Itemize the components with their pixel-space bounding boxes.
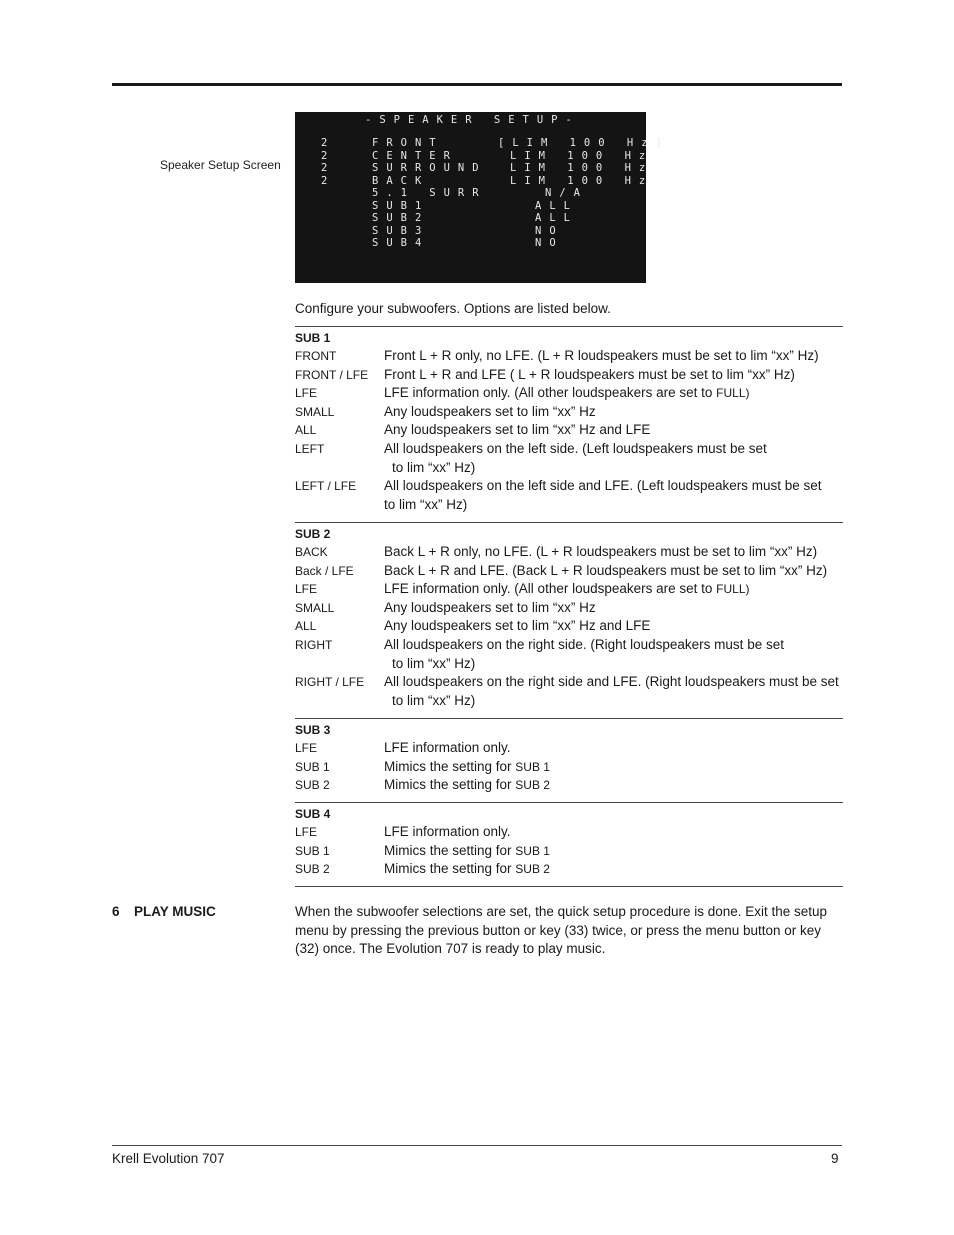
option-row (295, 580, 843, 599)
section-title: SUB 2 (295, 527, 331, 541)
screen-row-name: SUB3 (372, 224, 430, 237)
option-description (384, 599, 843, 618)
option-description (384, 673, 843, 710)
option-key: LFE (295, 582, 318, 597)
option-row (295, 758, 843, 777)
option-key: FRONT (295, 349, 337, 363)
option-key: SUB 1 (295, 759, 330, 774)
option-text: All loudspeakers on the right side. (Right loudspeakers must be set (384, 636, 784, 652)
screen-row-name: CENTER (372, 149, 458, 162)
option-row (295, 543, 843, 562)
option-key: LEFT / LFE (295, 479, 357, 494)
screen-row-name: SUB1 (372, 199, 430, 212)
footer-rule (112, 1145, 842, 1146)
option-text-tail: SUB 2 (515, 778, 550, 793)
option-text-tail: SUB 1 (515, 759, 550, 774)
section-title: SUB 3 (295, 723, 331, 737)
option-row (295, 403, 843, 422)
option-text-tail: SUB 1 (515, 843, 550, 858)
speaker-setup-screen (295, 112, 670, 283)
option-description (384, 636, 843, 673)
option-key: Back / LFE (295, 563, 354, 578)
option-description (384, 580, 843, 599)
option-text: LFE information only. (384, 824, 511, 839)
option-row (295, 860, 843, 879)
option-text: Any loudspeakers set to lim “xx” Hz (384, 599, 596, 615)
section-title: SUB 1 (295, 331, 331, 345)
option-text: Any loudspeakers set to lim “xx” Hz and LFE (384, 422, 651, 438)
screen-row-value: ALL (535, 199, 578, 212)
footer-title: Krell Evolution 707 (112, 1151, 225, 1166)
screen-title: -SPEAKER SETUP- (365, 114, 580, 126)
option-row (295, 823, 843, 842)
option-key: ALL (295, 619, 317, 634)
option-text-continuation: to lim “xx” Hz) (392, 459, 476, 475)
option-key: ALL (295, 423, 317, 438)
option-text: LFE information only. (384, 740, 511, 755)
option-description (384, 860, 843, 879)
option-description (384, 421, 843, 440)
option-key: LFE (295, 386, 318, 401)
option-text-tail: SUB 2 (515, 862, 550, 877)
option-row (295, 384, 843, 403)
screen-row-count: 2 (321, 149, 336, 162)
screen-row-name: SUB4 (372, 237, 430, 249)
screen-row-value: NO (535, 224, 564, 237)
option-row (295, 842, 843, 861)
option-key: RIGHT / LFE (295, 675, 365, 690)
option-key: SUB 1 (295, 843, 330, 858)
option-row (295, 673, 843, 710)
sub-section (295, 522, 843, 710)
option-text-continuation: to lim “xx” Hz) (384, 496, 468, 512)
option-text: LFE information only. (All other loudspeakers are set to (384, 385, 717, 401)
option-text: All loudspeakers on the left side. (Left loudspeakers must be set (384, 440, 767, 456)
option-description (384, 477, 843, 514)
sub-section (295, 718, 843, 795)
step-number: 6 (112, 904, 120, 919)
option-text: All loudspeakers on the left side and LFE. (Left loudspeakers must be set (384, 478, 822, 494)
option-row (295, 440, 843, 477)
option-row (295, 739, 843, 758)
sub-section (295, 802, 843, 879)
option-text: LFE information only. (All other loudspeakers are set to (384, 581, 717, 597)
option-text: Any loudspeakers set to lim “xx” Hz (384, 403, 596, 419)
screen-row-value: LIM 100 Hz (510, 162, 654, 174)
step-text: When the subwoofer selections are set, the quick setup procedure is done. Exit the setup menu by pressing the previous button or key (33) twice, or press the menu button or key (32) once. The Evolution 707 is ready to play music. (295, 904, 828, 957)
screen-row-value: NO (535, 237, 564, 249)
option-text: Front L + R only, no LFE. (L + R loudspeakers must be set to lim “xx” Hz) (384, 348, 819, 363)
option-key: BACK (295, 545, 328, 559)
option-text: Mimics the setting for (384, 777, 516, 793)
screen-row-count: 2 (321, 137, 336, 149)
option-key: FRONT / LFE (295, 367, 369, 382)
option-row (295, 776, 843, 795)
option-row (295, 366, 843, 385)
section-title: SUB 4 (295, 807, 331, 821)
option-text-tail: FULL) (716, 386, 750, 401)
option-text: Mimics the setting for (384, 842, 516, 858)
sub-section (295, 326, 843, 514)
option-text: Any loudspeakers set to lim “xx” Hz and LFE (384, 618, 651, 634)
option-description (384, 562, 843, 581)
option-key: SUB 2 (295, 778, 330, 793)
option-row (295, 347, 843, 366)
option-description (384, 403, 843, 422)
option-description (384, 776, 843, 795)
option-row (295, 477, 843, 514)
option-key: SMALL (295, 404, 335, 419)
option-description (384, 758, 843, 777)
page-number: 9 (831, 1151, 839, 1166)
screen-row-value: LIM 100 Hz (510, 174, 654, 187)
option-text-tail: FULL) (716, 582, 750, 597)
intro-text: Configure your subwoofers. Options are listed below. (295, 301, 611, 316)
option-row (295, 562, 843, 581)
screen-row-value: ALL (535, 212, 578, 224)
screen-row-name: SUB2 (372, 212, 430, 224)
table-bottom-rule (295, 886, 843, 887)
option-key: SUB 2 (295, 862, 330, 877)
option-description (384, 366, 843, 385)
screen-row-value: LIM 100 Hz (510, 149, 654, 162)
screen-row-name: FRONT (372, 137, 444, 149)
screen-row-count: 2 (321, 162, 336, 174)
option-text-continuation: to lim “xx” Hz) (392, 655, 476, 671)
option-row (295, 617, 843, 636)
option-text: All loudspeakers on the right side and LFE. (Right loudspeakers must be set (384, 674, 839, 690)
option-key: RIGHT (295, 637, 333, 652)
option-text-continuation: to lim “xx” Hz) (392, 692, 476, 708)
option-description (384, 384, 843, 403)
option-description (384, 823, 843, 842)
option-key: LEFT (295, 441, 325, 456)
option-row (295, 421, 843, 440)
screen-row-value: [LIM 100 Hz] (498, 137, 670, 149)
option-description (384, 842, 843, 861)
figure-caption: Speaker Setup Screen (160, 158, 281, 172)
screen-row-name: SURROUND (372, 162, 487, 174)
option-row (295, 636, 843, 673)
option-description (384, 617, 843, 636)
screen-row-name: BACK (372, 174, 430, 187)
option-key: LFE (295, 741, 318, 755)
option-text: Front L + R and LFE ( L + R loudspeakers must be set to lim “xx” Hz) (384, 366, 795, 382)
option-description (384, 440, 843, 477)
screen-row-name: 5.1 SURR (372, 187, 487, 199)
screen-row-count: 2 (321, 174, 336, 187)
option-key: SMALL (295, 600, 335, 615)
option-description (384, 543, 843, 562)
option-text: Back L + R and LFE. (Back L + R loudspeakers must be set to lim “xx” Hz) (384, 562, 828, 578)
screen-row-value: N/A (545, 187, 588, 199)
option-text: Back L + R only, no LFE. (L + R loudspeakers must be set to lim “xx” Hz) (384, 544, 818, 559)
option-row (295, 599, 843, 618)
option-key: LFE (295, 825, 318, 839)
option-text: Mimics the setting for (384, 861, 516, 877)
option-description (384, 347, 843, 366)
top-rule (112, 83, 842, 86)
option-description (384, 739, 843, 758)
option-text: Mimics the setting for (384, 758, 516, 774)
step-title: PLAY MUSIC (134, 904, 216, 919)
